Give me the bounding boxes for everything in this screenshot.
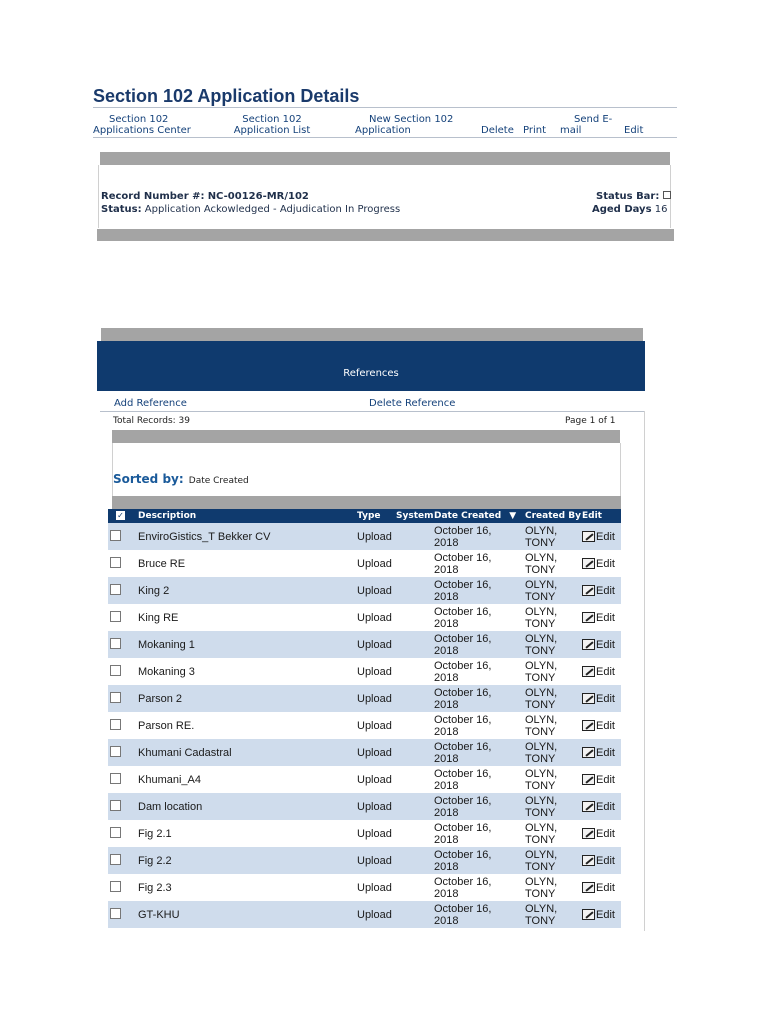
edit-icon [582, 531, 595, 542]
references-link-divider [100, 411, 644, 412]
nav-link-line1: Section 102 [242, 114, 302, 125]
sorted-by-label: Sorted by: [113, 472, 184, 486]
references-top-bar [101, 328, 643, 341]
edit-icon [582, 693, 595, 704]
row-edit-cell [582, 766, 621, 793]
row-date-created [434, 685, 525, 712]
row-edit-label: Edit [596, 800, 615, 813]
references-header [97, 341, 645, 391]
row-edit-button[interactable] [582, 882, 621, 894]
table-top-bar [112, 496, 621, 509]
row-created-by-line1: OLYN, [525, 605, 558, 618]
record-number [101, 191, 309, 202]
column-header-edit: Edit [582, 509, 621, 523]
row-created-by-line1: OLYN, [525, 902, 558, 915]
row-created-by-line2: TONY [525, 725, 556, 738]
row-date-created [434, 712, 525, 739]
row-description: Khumani_A4 [138, 766, 357, 793]
table-row [108, 847, 621, 874]
row-edit-button[interactable] [582, 612, 621, 624]
row-created-by-line1: OLYN, [525, 767, 558, 780]
row-created-by-line1: OLYN, [525, 578, 558, 591]
table-row [108, 550, 621, 577]
row-edit-button[interactable] [582, 639, 621, 651]
row-created-by [525, 577, 582, 604]
row-date-created [434, 577, 525, 604]
row-date-line2: 2018 [434, 887, 459, 900]
row-checkbox[interactable] [110, 665, 121, 676]
row-created-by-line2: TONY [525, 752, 556, 765]
row-checkbox[interactable] [110, 584, 121, 595]
record-panel-left-edge [98, 165, 99, 228]
row-select-cell [108, 739, 138, 766]
row-edit-cell [582, 577, 621, 604]
row-date-created [434, 793, 525, 820]
nav-divider [93, 137, 677, 138]
row-type: Upload [357, 550, 434, 577]
row-description: Parson RE. [138, 712, 357, 739]
row-created-by-line2: TONY [525, 914, 556, 927]
row-description: EnviroGistics_T Bekker CV [138, 523, 357, 550]
row-select-cell [108, 712, 138, 739]
table-row [108, 631, 621, 658]
row-description: Parson 2 [138, 685, 357, 712]
row-type: Upload [357, 577, 434, 604]
add-reference-link[interactable]: Add Reference [114, 398, 187, 409]
row-select-cell [108, 577, 138, 604]
row-created-by-line2: TONY [525, 806, 556, 819]
row-created-by [525, 739, 582, 766]
row-date-created [434, 631, 525, 658]
sort-panel-right-edge [620, 443, 621, 496]
row-description: Fig 2.3 [138, 874, 357, 901]
row-edit-label: Edit [596, 665, 615, 678]
row-created-by-line2: TONY [525, 779, 556, 792]
row-date-created [434, 550, 525, 577]
table-row [108, 577, 621, 604]
row-edit-cell [582, 685, 621, 712]
row-edit-button[interactable] [582, 828, 621, 840]
status-label: Status: [101, 204, 142, 215]
row-date-created [434, 739, 525, 766]
row-type: Upload [357, 523, 434, 550]
row-date-line2: 2018 [434, 671, 459, 684]
nav-link-line1: Section 102 [109, 114, 169, 125]
edit-icon [582, 774, 595, 785]
record-number-value: NC-00126-MR/102 [207, 191, 309, 202]
row-date-line1: October 16, [434, 902, 492, 915]
row-created-by [525, 901, 582, 928]
row-edit-button[interactable] [582, 801, 621, 813]
row-description: Mokaning 1 [138, 631, 357, 658]
column-header-created-by[interactable]: Created By [525, 511, 581, 521]
row-type: Upload [357, 766, 434, 793]
row-created-by-line2: TONY [525, 698, 556, 711]
row-date-line1: October 16, [434, 551, 492, 564]
references-table [108, 509, 621, 928]
row-created-by [525, 847, 582, 874]
row-edit-cell [582, 523, 621, 550]
row-created-by [525, 550, 582, 577]
nav-applications-center-link[interactable] [93, 114, 203, 136]
row-edit-cell [582, 901, 621, 928]
edit-icon [582, 666, 595, 677]
row-date-line1: October 16, [434, 524, 492, 537]
row-created-by-line2: TONY [525, 860, 556, 873]
row-date-line2: 2018 [434, 617, 459, 630]
row-edit-button[interactable] [582, 720, 621, 732]
row-checkbox[interactable] [110, 746, 121, 757]
row-created-by [525, 712, 582, 739]
edit-icon [582, 585, 595, 596]
row-description: GT-KHU [138, 901, 357, 928]
row-edit-button[interactable] [582, 855, 621, 867]
sort-panel-top-bar [112, 430, 620, 443]
row-description: Mokaning 3 [138, 658, 357, 685]
row-edit-label: Edit [596, 908, 615, 921]
row-edit-cell [582, 820, 621, 847]
aged-days [592, 204, 667, 215]
row-edit-label: Edit [596, 611, 615, 624]
row-created-by-line1: OLYN, [525, 740, 558, 753]
row-select-cell [108, 820, 138, 847]
row-edit-cell [582, 874, 621, 901]
row-description: King RE [138, 604, 357, 631]
row-description: Khumani Cadastral [138, 739, 357, 766]
row-created-by [525, 685, 582, 712]
row-date-line1: October 16, [434, 713, 492, 726]
record-panel-bottom-bar [97, 229, 674, 241]
table-row [108, 712, 621, 739]
edit-icon [582, 828, 595, 839]
edit-icon [582, 909, 595, 920]
table-row [108, 820, 621, 847]
row-date-line1: October 16, [434, 875, 492, 888]
aged-days-label: Aged Days [592, 204, 652, 215]
row-date-line1: October 16, [434, 740, 492, 753]
row-created-by [525, 523, 582, 550]
row-select-cell [108, 874, 138, 901]
row-checkbox[interactable] [110, 611, 121, 622]
row-date-created [434, 766, 525, 793]
column-header-date-created[interactable] [434, 509, 525, 523]
row-select-cell [108, 793, 138, 820]
row-created-by-line1: OLYN, [525, 632, 558, 645]
row-created-by-line2: TONY [525, 563, 556, 576]
row-created-by [525, 604, 582, 631]
broken-image-icon [663, 191, 671, 199]
row-checkbox[interactable] [110, 719, 121, 730]
table-header-row [108, 509, 621, 523]
edit-icon [582, 612, 595, 623]
column-header-type[interactable]: Type [357, 509, 396, 523]
row-edit-cell [582, 658, 621, 685]
row-edit-label: Edit [596, 746, 615, 759]
select-all-checkbox[interactable]: ✓ [117, 511, 124, 520]
row-type: Upload [357, 739, 434, 766]
title-divider [93, 107, 677, 108]
row-date-line1: October 16, [434, 605, 492, 618]
record-status [101, 204, 400, 215]
row-description: Fig 2.1 [138, 820, 357, 847]
column-header-date-created-label: Date Created [434, 511, 502, 521]
edit-icon [582, 747, 595, 758]
row-description: Dam location [138, 793, 357, 820]
nav-send-email-link[interactable] [560, 114, 620, 136]
row-edit-cell [582, 604, 621, 631]
row-select-cell [108, 847, 138, 874]
row-select-cell [108, 550, 138, 577]
row-checkbox[interactable] [110, 530, 121, 541]
edit-icon [582, 558, 595, 569]
row-edit-button[interactable] [582, 747, 621, 759]
row-edit-button[interactable] [582, 585, 621, 597]
row-edit-button[interactable] [582, 666, 621, 678]
table-row [108, 685, 621, 712]
row-edit-cell [582, 847, 621, 874]
row-created-by-line1: OLYN, [525, 713, 558, 726]
row-date-line2: 2018 [434, 779, 459, 792]
row-select-cell [108, 658, 138, 685]
row-created-by-line1: OLYN, [525, 551, 558, 564]
row-type: Upload [357, 847, 434, 874]
row-date-line1: October 16, [434, 848, 492, 861]
row-date-line1: October 16, [434, 659, 492, 672]
nav-edit-link[interactable]: Edit [624, 125, 644, 136]
edit-icon [582, 639, 595, 650]
row-edit-cell [582, 712, 621, 739]
sorted-by-value: Date Created [188, 476, 249, 486]
column-header-description[interactable]: Description [138, 509, 357, 523]
row-created-by-line1: OLYN, [525, 794, 558, 807]
select-all-header [108, 509, 138, 523]
row-edit-cell [582, 739, 621, 766]
row-date-line2: 2018 [434, 833, 459, 846]
nav-link-line1: Send E- [574, 114, 613, 125]
row-date-created [434, 658, 525, 685]
row-checkbox[interactable] [110, 827, 121, 838]
aged-days-value: 16 [654, 204, 668, 215]
row-select-cell [108, 766, 138, 793]
row-edit-button[interactable] [582, 531, 621, 543]
row-checkbox[interactable] [110, 773, 121, 784]
delete-reference-link[interactable]: Delete Reference [369, 398, 456, 409]
row-type: Upload [357, 604, 434, 631]
nav-new-application-link[interactable] [355, 114, 465, 136]
row-date-created [434, 604, 525, 631]
edit-icon [582, 720, 595, 731]
row-type: Upload [357, 874, 434, 901]
row-description: Fig 2.2 [138, 847, 357, 874]
table-row [108, 874, 621, 901]
row-created-by-line2: TONY [525, 536, 556, 549]
row-created-by-line2: TONY [525, 617, 556, 630]
row-date-line2: 2018 [434, 752, 459, 765]
row-date-created [434, 523, 525, 550]
edit-icon [582, 855, 595, 866]
row-date-created [434, 874, 525, 901]
row-checkbox[interactable] [110, 854, 121, 865]
edit-icon [582, 882, 595, 893]
row-date-line1: October 16, [434, 632, 492, 645]
row-created-by [525, 820, 582, 847]
row-edit-label: Edit [596, 638, 615, 651]
table-row [108, 739, 621, 766]
table-row [108, 658, 621, 685]
status-bar-label: Status Bar: [596, 191, 660, 202]
row-description: Bruce RE [138, 550, 357, 577]
row-created-by-line2: TONY [525, 590, 556, 603]
row-created-by-line1: OLYN, [525, 686, 558, 699]
row-edit-label: Edit [596, 773, 615, 786]
row-checkbox[interactable] [110, 881, 121, 892]
row-edit-label: Edit [596, 827, 615, 840]
row-edit-label: Edit [596, 584, 615, 597]
row-type: Upload [357, 658, 434, 685]
row-date-line2: 2018 [434, 806, 459, 819]
row-description: King 2 [138, 577, 357, 604]
row-edit-label: Edit [596, 719, 615, 732]
nav-delete-link[interactable]: Delete [481, 125, 514, 136]
row-date-created [434, 847, 525, 874]
row-created-by [525, 766, 582, 793]
row-date-line2: 2018 [434, 590, 459, 603]
status-bar [596, 191, 671, 202]
table-row [108, 604, 621, 631]
row-date-line2: 2018 [434, 644, 459, 657]
row-edit-button[interactable] [582, 558, 621, 570]
row-edit-button[interactable] [582, 909, 621, 921]
total-records: Total Records: 39 [113, 416, 191, 426]
row-select-cell [108, 685, 138, 712]
row-type: Upload [357, 685, 434, 712]
row-checkbox[interactable] [110, 557, 121, 568]
table-row [108, 766, 621, 793]
row-edit-label: Edit [596, 854, 615, 867]
row-date-line2: 2018 [434, 860, 459, 873]
row-date-line1: October 16, [434, 578, 492, 591]
row-type: Upload [357, 793, 434, 820]
sorted-by [113, 468, 249, 487]
row-created-by-line1: OLYN, [525, 821, 558, 834]
references-title: References [343, 368, 399, 379]
edit-icon [582, 801, 595, 812]
row-created-by-line2: TONY [525, 644, 556, 657]
row-checkbox[interactable] [110, 908, 121, 919]
row-created-by-line1: OLYN, [525, 524, 558, 537]
record-number-label: Record Number #: [101, 191, 205, 202]
row-edit-cell [582, 793, 621, 820]
row-date-created [434, 901, 525, 928]
table-row [108, 523, 621, 550]
row-date-line1: October 16, [434, 794, 492, 807]
row-checkbox[interactable] [110, 692, 121, 703]
nav-link-line2: Application [355, 125, 411, 136]
row-created-by-line2: TONY [525, 671, 556, 684]
row-type: Upload [357, 712, 434, 739]
sort-down-icon: ▼ [509, 511, 517, 521]
nav-link-line1: New Section 102 [369, 114, 454, 125]
row-date-line2: 2018 [434, 914, 459, 927]
row-created-by-line2: TONY [525, 887, 556, 900]
row-edit-cell [582, 550, 621, 577]
row-edit-button[interactable] [582, 774, 621, 786]
nav-link-line2: mail [560, 125, 582, 136]
row-created-by [525, 631, 582, 658]
row-date-line1: October 16, [434, 821, 492, 834]
row-type: Upload [357, 901, 434, 928]
row-created-by [525, 793, 582, 820]
row-date-created [434, 820, 525, 847]
row-date-line1: October 16, [434, 767, 492, 780]
page-title: Section 102 Application Details [93, 86, 360, 106]
row-edit-label: Edit [596, 530, 615, 543]
nav-link-line2: Application List [233, 125, 311, 136]
table-row [108, 901, 621, 928]
row-created-by-line1: OLYN, [525, 875, 558, 888]
row-date-line2: 2018 [434, 725, 459, 738]
row-select-cell [108, 631, 138, 658]
page-info: Page 1 of 1 [565, 416, 616, 426]
row-type: Upload [357, 631, 434, 658]
row-created-by-line1: OLYN, [525, 659, 558, 672]
row-date-line2: 2018 [434, 536, 459, 549]
table-row [108, 793, 621, 820]
references-right-edge [644, 411, 645, 931]
row-checkbox[interactable] [110, 800, 121, 811]
row-select-cell [108, 523, 138, 550]
row-type: Upload [357, 820, 434, 847]
row-created-by [525, 658, 582, 685]
row-created-by [525, 874, 582, 901]
nav-print-link[interactable]: Print [523, 125, 547, 136]
column-header-system[interactable]: System [396, 511, 434, 521]
record-panel-top-bar [100, 152, 670, 165]
row-checkbox[interactable] [110, 638, 121, 649]
row-created-by-line1: OLYN, [525, 848, 558, 861]
row-edit-label: Edit [596, 557, 615, 570]
nav-link-line2: Applications Center [93, 125, 191, 136]
nav-application-list-link[interactable] [228, 114, 316, 136]
row-edit-button[interactable] [582, 693, 621, 705]
row-created-by-line2: TONY [525, 833, 556, 846]
row-select-cell [108, 604, 138, 631]
row-edit-cell [582, 631, 621, 658]
row-date-line2: 2018 [434, 563, 459, 576]
row-edit-label: Edit [596, 692, 615, 705]
status-value: Application Ackowledged - Adjudication In Progress [144, 204, 401, 215]
row-date-line2: 2018 [434, 698, 459, 711]
row-select-cell [108, 901, 138, 928]
row-date-line1: October 16, [434, 686, 492, 699]
row-edit-label: Edit [596, 881, 615, 894]
